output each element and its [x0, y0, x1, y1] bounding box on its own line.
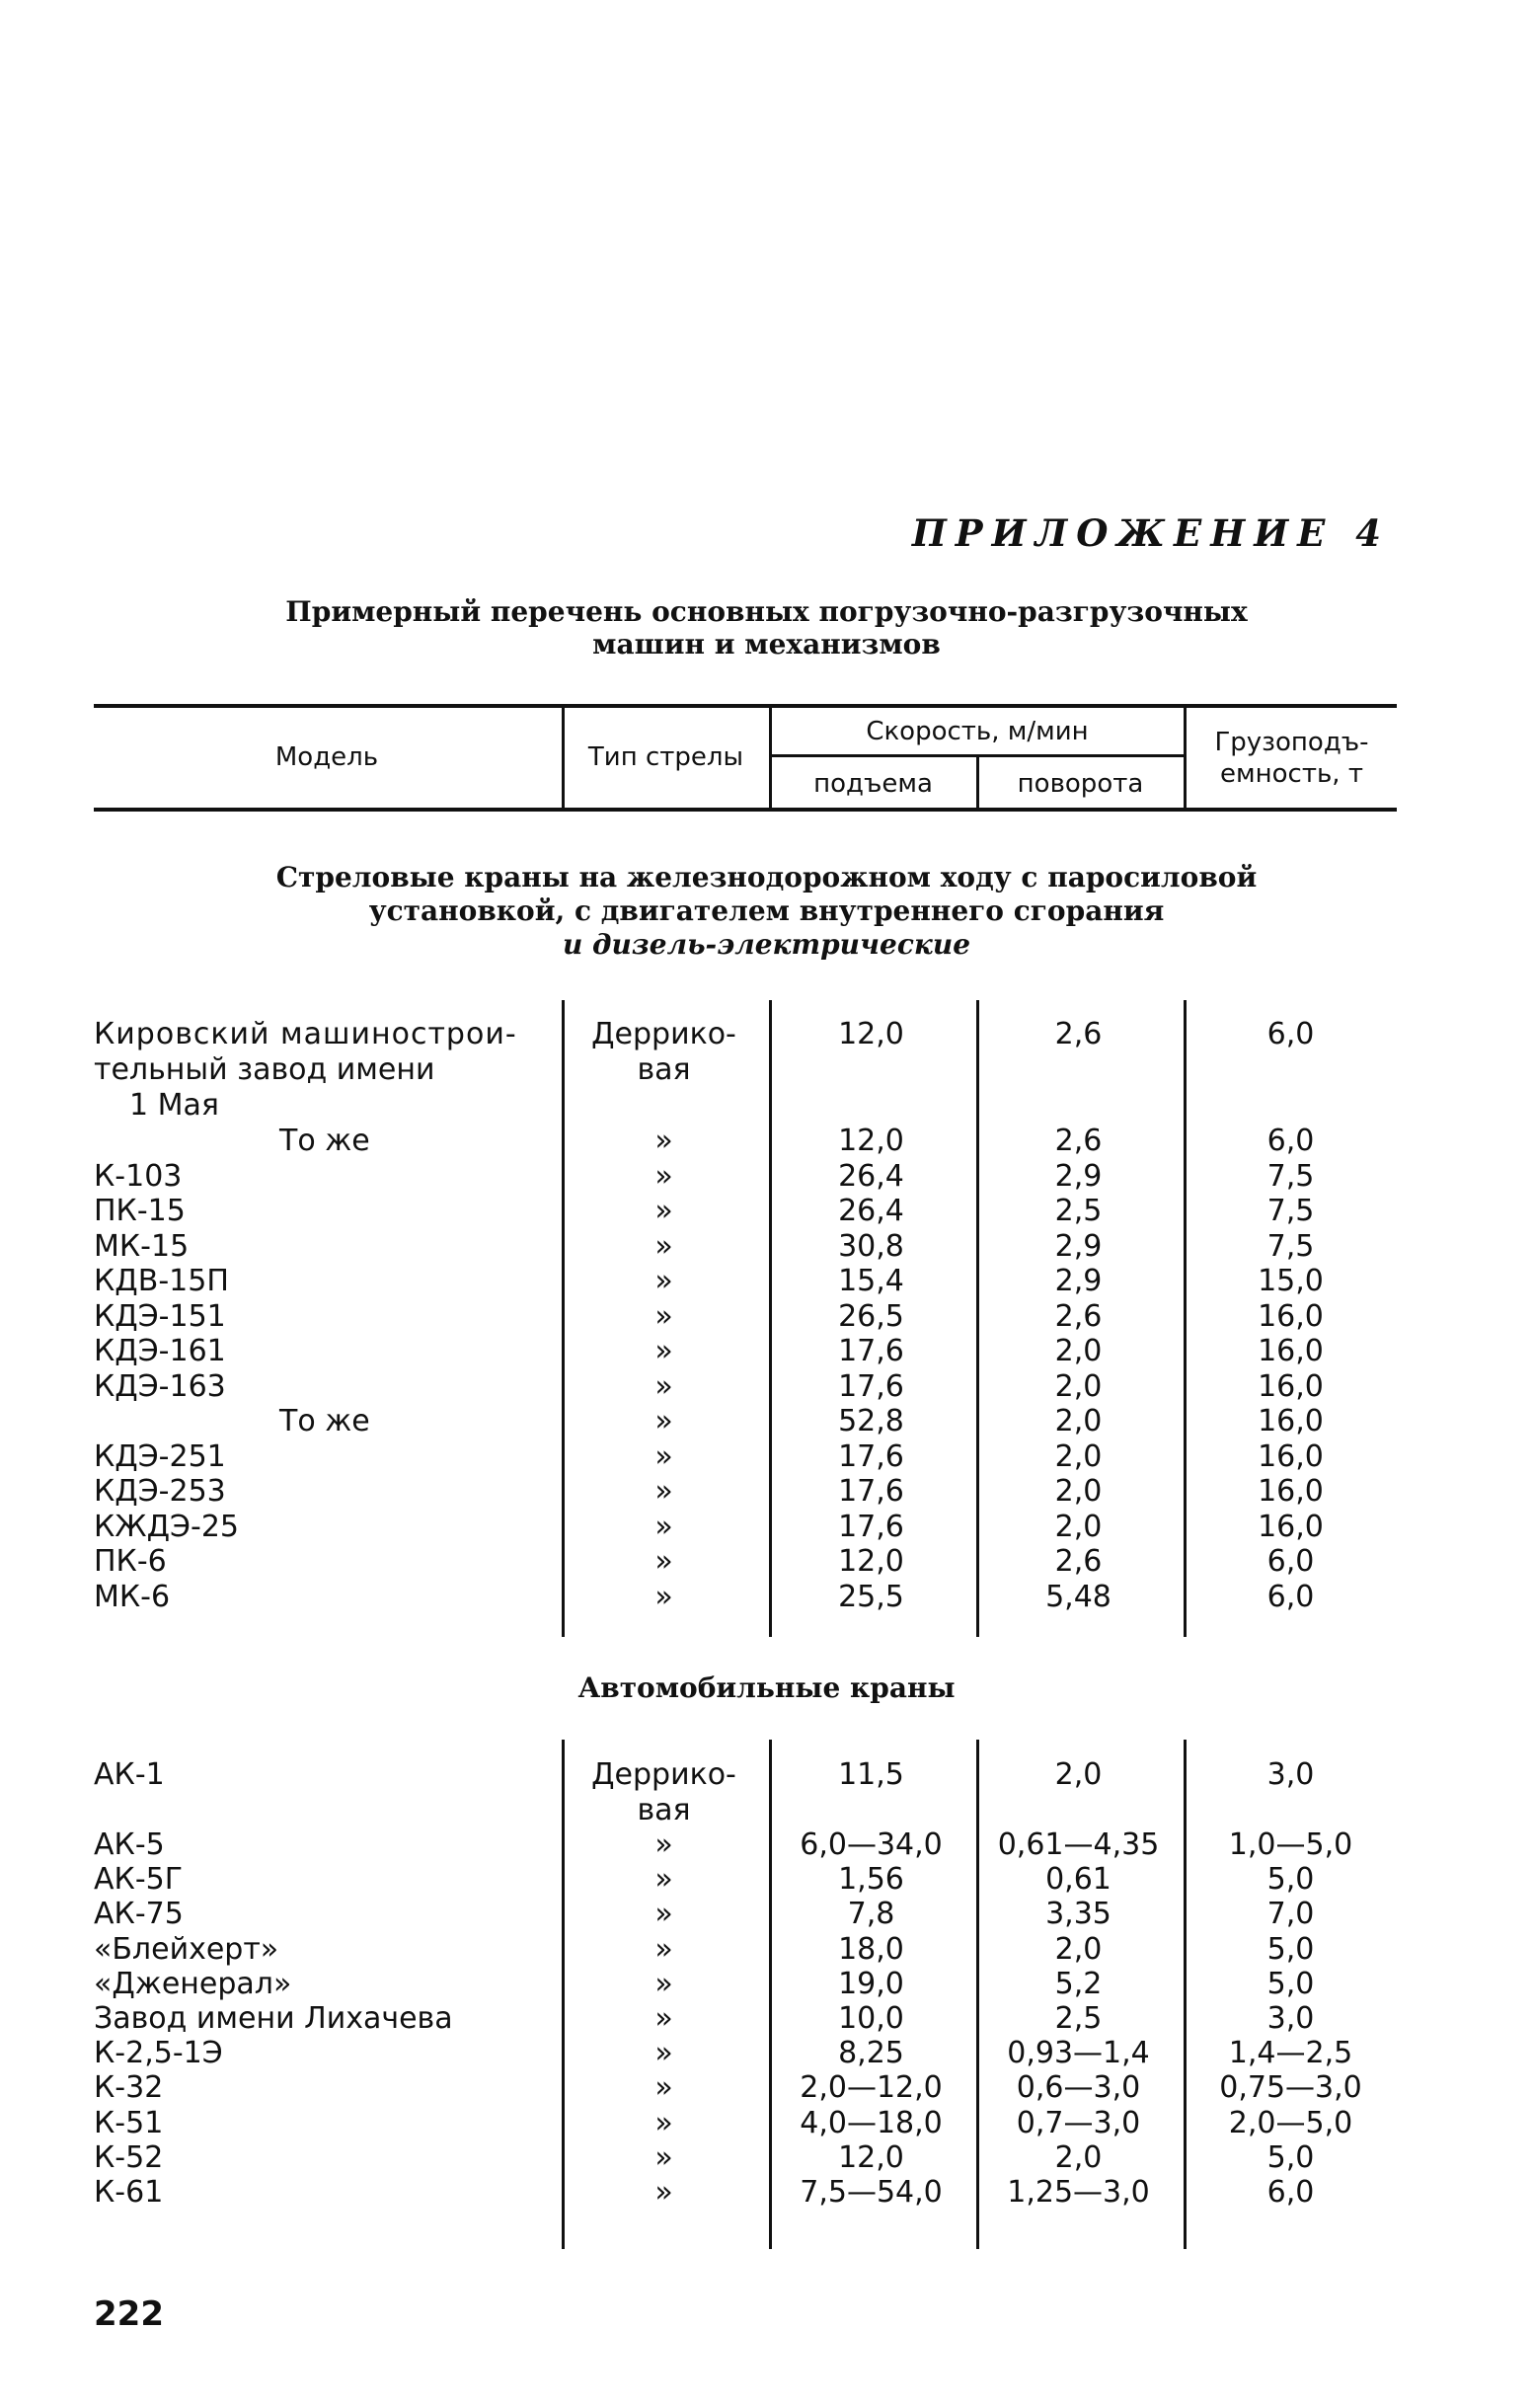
table-row: [0, 2175, 1533, 2211]
lift-speed-cell: 15,4: [838, 1264, 904, 1298]
capacity-cell: 6,0: [1266, 1017, 1315, 1051]
capacity-cell: 16,0: [1258, 1509, 1324, 1544]
model-cell: КДЭ-251: [94, 1438, 226, 1474]
lift-speed-cell: 26,5: [838, 1298, 904, 1334]
boom-cell: »: [654, 1368, 673, 1404]
turn-speed-cell: 2,0: [1054, 1368, 1103, 1404]
boom-cell: »: [654, 1298, 673, 1334]
turn-speed-cell: 2,9: [1054, 1228, 1103, 1264]
capacity-cell: 0,75—3,0: [1219, 2070, 1362, 2106]
model-cell: МК-6: [94, 1579, 171, 1614]
turn-speed-cell: 5,48: [1045, 1579, 1111, 1614]
page-number: 222: [94, 2294, 164, 2334]
turn-speed-cell: 0,61—4,35: [997, 1827, 1160, 1862]
capacity-cell: 5,0: [1266, 2139, 1315, 2175]
table-row: [0, 1299, 1533, 1335]
table-row: [0, 1474, 1533, 1510]
turn-speed-cell: 2,6: [1054, 1544, 1103, 1579]
lift-speed-cell: 6,0—34,0: [800, 1827, 943, 1862]
capacity-cell: 15,0: [1258, 1264, 1324, 1298]
model-cell: АК-5Г: [94, 1862, 184, 1898]
model-cell: К-61: [94, 2175, 164, 2210]
lift-speed-cell: 19,0: [838, 1966, 904, 2001]
boom-cell: »: [654, 1438, 673, 1474]
turn-speed-cell: 2,6: [1054, 1017, 1103, 1051]
lift-speed-cell: 12,0: [838, 1017, 904, 1051]
table-row: [0, 1439, 1533, 1475]
capacity-cell: 7,5: [1266, 1228, 1315, 1264]
lift-speed-cell: 25,5: [838, 1579, 904, 1614]
capacity-cell: 1,4—2,5: [1228, 2036, 1353, 2071]
model-cell: К-52: [94, 2139, 164, 2175]
boom-cell: вая: [637, 1052, 691, 1087]
turn-speed-cell: 5,2: [1054, 1966, 1103, 2001]
turn-speed-cell: 0,61: [1045, 1862, 1111, 1898]
table-row: [0, 1897, 1533, 1932]
turn-speed-cell: 2,0: [1054, 2139, 1103, 2175]
model-cell: ПК-15: [94, 1194, 186, 1228]
capacity-cell: 7,5: [1266, 1194, 1315, 1228]
turn-speed-cell: 2,0: [1054, 1509, 1103, 1544]
lift-speed-cell: 17,6: [838, 1509, 904, 1544]
appendix-label: ПРИЛОЖЕНИЕ 4: [911, 511, 1390, 555]
model-cell: К-32: [94, 2070, 164, 2106]
lift-speed-cell: 11,5: [838, 1757, 904, 1792]
table-row: [0, 1404, 1533, 1439]
turn-speed-cell: 2,6: [1054, 1124, 1103, 1158]
section2-heading: Автомобильные краны: [577, 1671, 956, 1704]
table-row: [0, 1229, 1533, 1265]
boom-cell: Деррико-: [591, 1017, 736, 1051]
turn-speed-cell: 2,9: [1054, 1264, 1103, 1298]
boom-cell: »: [654, 1509, 673, 1544]
lift-speed-cell: 18,0: [838, 1931, 904, 1967]
turn-speed-cell: 2,0: [1054, 1757, 1103, 1792]
turn-speed-cell: 2,0: [1054, 1438, 1103, 1474]
table-row: [0, 1967, 1533, 2002]
turn-speed-cell: 2,9: [1054, 1158, 1103, 1194]
model-cell: Завод имени Лихачева: [94, 2001, 453, 2036]
capacity-cell: 2,0—5,0: [1228, 2105, 1353, 2140]
capacity-cell: 16,0: [1258, 1334, 1324, 1368]
table-row: [0, 1827, 1533, 1863]
header-capacity-line1: Грузоподъ-: [1214, 728, 1369, 757]
turn-speed-cell: 0,6—3,0: [1016, 2070, 1141, 2106]
capacity-cell: 16,0: [1258, 1298, 1324, 1334]
header-capacity: [1187, 727, 1397, 790]
header-bottom-rule: [94, 808, 1397, 812]
boom-cell: »: [654, 1264, 673, 1298]
table-row: [0, 2070, 1533, 2106]
lift-speed-cell: 4,0—18,0: [800, 2105, 943, 2140]
lift-speed-cell: 12,0: [838, 1124, 904, 1158]
lift-speed-cell: 7,5—54,0: [800, 2175, 943, 2210]
boom-cell: вая: [637, 1793, 691, 1827]
turn-speed-cell: 2,5: [1054, 2001, 1103, 2036]
document-title-line1: Примерный перечень основных погрузочно-разгрузочных: [285, 595, 1248, 628]
header-capacity-line2: емность, т: [1220, 759, 1363, 789]
capacity-cell: 16,0: [1258, 1404, 1324, 1438]
capacity-cell: 16,0: [1258, 1368, 1324, 1404]
boom-cell: »: [654, 2105, 673, 2140]
table-row: [0, 2106, 1533, 2141]
model-cell: 1 Мая: [129, 1088, 219, 1123]
table-row: [0, 1932, 1533, 1968]
model-cell: «Дженерал»: [94, 1966, 292, 2001]
header-boom-type: Тип стрелы: [587, 742, 744, 772]
turn-speed-cell: 0,93—1,4: [1007, 2036, 1150, 2071]
boom-cell: »: [654, 1897, 673, 1932]
boom-cell: »: [654, 2139, 673, 2175]
turn-speed-cell: 1,25—3,0: [1007, 2175, 1150, 2210]
capacity-cell: 6,0: [1266, 1579, 1315, 1614]
boom-cell: »: [654, 1334, 673, 1368]
lift-speed-cell: 17,6: [838, 1438, 904, 1474]
boom-cell: »: [654, 1158, 673, 1194]
model-cell: тельный завод имени: [94, 1052, 435, 1087]
turn-speed-cell: 2,0: [1054, 1334, 1103, 1368]
header-top-rule: [94, 704, 1397, 708]
model-cell: «Блейхерт»: [94, 1931, 279, 1967]
capacity-cell: 1,0—5,0: [1228, 1827, 1353, 1862]
header-model: Модель: [274, 742, 379, 772]
table-row: [0, 1194, 1533, 1229]
model-cell: КДЭ-253: [94, 1474, 226, 1509]
capacity-cell: 16,0: [1258, 1474, 1324, 1509]
lift-speed-cell: 8,25: [838, 2036, 904, 2071]
model-cell: АК-75: [94, 1897, 184, 1932]
turn-speed-cell: 2,6: [1054, 1298, 1103, 1334]
lift-speed-cell: 26,4: [838, 1158, 904, 1194]
turn-speed-cell: 2,0: [1054, 1404, 1103, 1438]
lift-speed-cell: 52,8: [838, 1404, 904, 1438]
lift-speed-cell: 2,0—12,0: [800, 2070, 943, 2106]
boom-cell: »: [654, 1544, 673, 1579]
lift-speed-cell: 26,4: [838, 1194, 904, 1228]
model-cell: К-51: [94, 2105, 164, 2140]
model-cell: То же: [279, 1404, 370, 1438]
model-cell: То же: [279, 1124, 370, 1158]
boom-cell: »: [654, 2175, 673, 2210]
lift-speed-cell: 12,0: [838, 2139, 904, 2175]
header-turning: поворота: [1017, 769, 1144, 799]
header-lifting: подъема: [813, 769, 933, 799]
turn-speed-cell: 0,7—3,0: [1016, 2105, 1141, 2140]
boom-cell: Деррико-: [591, 1757, 736, 1792]
model-cell: ПК-6: [94, 1544, 167, 1579]
table-row: [0, 1862, 1533, 1898]
boom-cell: »: [654, 1862, 673, 1898]
table-row: [0, 1124, 1533, 1159]
boom-cell: »: [654, 1579, 673, 1614]
lift-speed-cell: 17,6: [838, 1368, 904, 1404]
boom-cell: »: [654, 2070, 673, 2106]
model-cell: Кировский машинострои-: [94, 1017, 517, 1051]
capacity-cell: 6,0: [1266, 1124, 1315, 1158]
section1-heading-line3: и дизель-электрические: [562, 928, 971, 961]
capacity-cell: 7,0: [1266, 1897, 1315, 1932]
lift-speed-cell: 1,56: [838, 1862, 904, 1898]
table-row: [0, 1369, 1533, 1405]
table-row: [0, 2001, 1533, 2037]
boom-cell: »: [654, 1124, 673, 1158]
model-cell: КДВ-15П: [94, 1264, 229, 1298]
capacity-cell: 7,5: [1266, 1158, 1315, 1194]
boom-cell: »: [654, 2001, 673, 2036]
capacity-cell: 3,0: [1266, 1757, 1315, 1792]
capacity-cell: 5,0: [1266, 1931, 1315, 1967]
lift-speed-cell: 10,0: [838, 2001, 904, 2036]
table-row: [0, 1264, 1533, 1299]
model-cell: КДЭ-161: [94, 1334, 226, 1368]
table-row: [0, 1159, 1533, 1195]
boom-cell: »: [654, 1404, 673, 1438]
boom-cell: »: [654, 1474, 673, 1509]
section1-heading-line1: Стреловые краны на железнодорожном ходу с паросиловой: [275, 861, 1258, 893]
table-row: [0, 2036, 1533, 2071]
model-cell: АК-1: [94, 1757, 165, 1792]
turn-speed-cell: 2,0: [1054, 1474, 1103, 1509]
capacity-cell: 6,0: [1266, 1544, 1315, 1579]
model-cell: КЖДЭ-25: [94, 1509, 239, 1544]
lift-speed-cell: 12,0: [838, 1544, 904, 1579]
turn-speed-cell: 2,5: [1054, 1194, 1103, 1228]
capacity-cell: 6,0: [1266, 2175, 1315, 2210]
lift-speed-cell: 7,8: [847, 1897, 895, 1932]
section1-heading-line2: установкой, с двигателем внутреннего сгорания: [368, 894, 1165, 927]
table-row: [0, 1510, 1533, 1545]
capacity-cell: 5,0: [1266, 1862, 1315, 1898]
lift-speed-cell: 17,6: [838, 1334, 904, 1368]
lift-speed-cell: 17,6: [838, 1474, 904, 1509]
lift-speed-cell: 30,8: [838, 1228, 904, 1264]
boom-cell: »: [654, 1228, 673, 1264]
model-cell: К-2,5-1Э: [94, 2036, 223, 2071]
boom-cell: »: [654, 1966, 673, 2001]
table-row: [0, 1544, 1533, 1580]
model-cell: КДЭ-163: [94, 1368, 226, 1404]
capacity-cell: 5,0: [1266, 1966, 1315, 2001]
model-cell: КДЭ-151: [94, 1298, 226, 1334]
header-mid-rule: [770, 754, 1185, 757]
boom-cell: »: [654, 1194, 673, 1228]
turn-speed-cell: 3,35: [1045, 1897, 1111, 1932]
table-row: [0, 1334, 1533, 1369]
capacity-cell: 3,0: [1266, 2001, 1315, 2036]
boom-cell: »: [654, 1827, 673, 1862]
table-row: [0, 2140, 1533, 2176]
model-cell: К-103: [94, 1158, 183, 1194]
header-speed: Скорость, м/мин: [866, 717, 1089, 746]
capacity-cell: 16,0: [1258, 1438, 1324, 1474]
boom-cell: »: [654, 1931, 673, 1967]
turn-speed-cell: 2,0: [1054, 1931, 1103, 1967]
document-title-line2: машин и механизмов: [592, 628, 941, 660]
model-cell: МК-15: [94, 1228, 190, 1264]
table-row: [0, 1580, 1533, 1615]
boom-cell: »: [654, 2036, 673, 2071]
model-cell: АК-5: [94, 1827, 165, 1862]
